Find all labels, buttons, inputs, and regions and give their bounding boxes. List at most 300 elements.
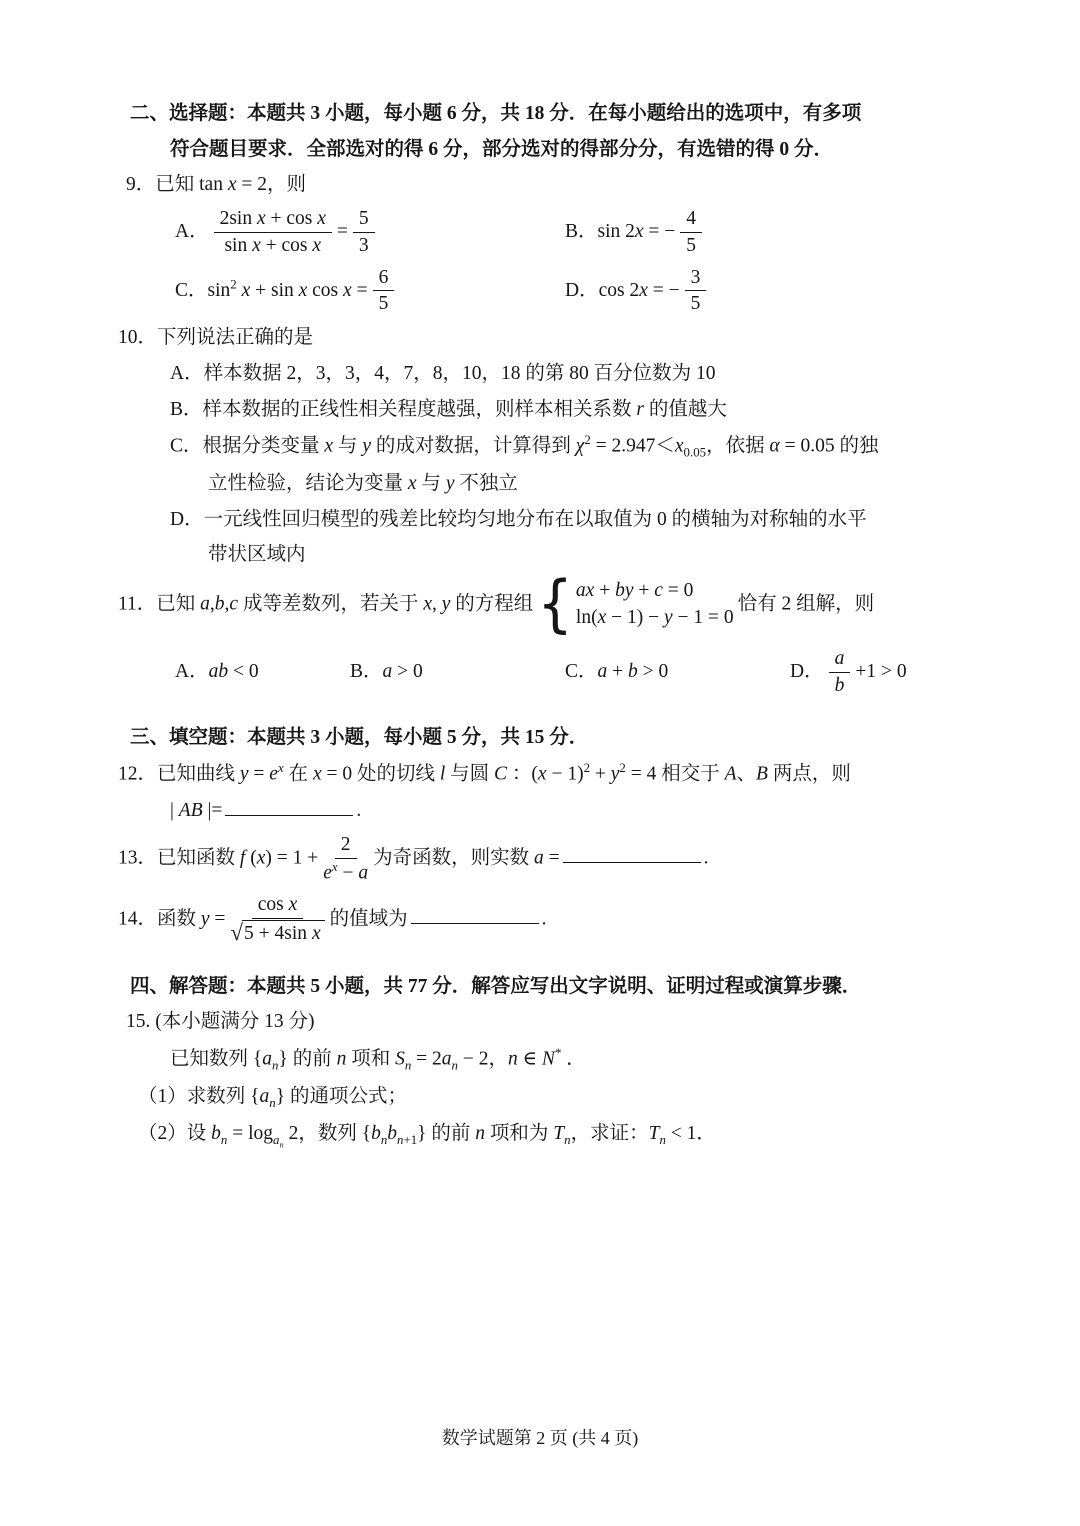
text-run: 的方程组 <box>450 593 534 615</box>
fraction <box>829 647 851 698</box>
text-run: + <box>633 580 655 602</box>
math-italic <box>179 800 203 821</box>
text-run: ab <box>208 661 229 683</box>
text-run: A． <box>175 220 209 242</box>
math-italic <box>649 1123 660 1144</box>
question-11-options-row <box>118 647 970 698</box>
text-run: 3 <box>358 234 369 256</box>
text-run: a <box>200 593 210 615</box>
fraction-numerator <box>680 207 702 233</box>
question-11-stem <box>118 568 970 641</box>
text-run: . <box>541 908 547 930</box>
text-run: c <box>654 580 663 602</box>
equations-column <box>576 579 734 631</box>
text-run: B．sin 2 <box>565 220 635 242</box>
text-run: 四、解答题：本题共 5 小题，共 77 分．解答应写出文字说明、证明过程或演算步骤． <box>130 975 862 997</box>
math-italic <box>756 764 768 785</box>
text-run: n <box>380 1132 388 1147</box>
fraction-denominator <box>230 919 324 947</box>
text-run: = 4 相交于 <box>625 763 725 785</box>
text-run: B．样本数据的正线性相关程度越强，则样本相关系数 <box>170 398 637 420</box>
text-run: } <box>417 1122 432 1144</box>
text-run: 的前 <box>431 1122 476 1144</box>
fraction-numerator <box>335 833 357 859</box>
text-run: − 2， <box>457 1048 508 1070</box>
text-run: n <box>269 1095 276 1110</box>
text-run: 的成对数据，计算得到 <box>370 435 576 457</box>
text-run: y <box>664 607 673 629</box>
text-run: } <box>278 1048 293 1070</box>
question-9-option-d <box>565 266 711 317</box>
math-italic <box>542 1048 555 1069</box>
text-run: | <box>170 800 179 822</box>
fraction-numerator <box>252 893 304 919</box>
text-run: n <box>507 1048 518 1070</box>
math-italic <box>257 208 266 229</box>
text-run: a <box>259 1085 270 1107</box>
math-italic <box>635 221 644 242</box>
math-italic <box>628 661 638 682</box>
text-run: 两点，则 <box>767 763 851 785</box>
math-italic <box>312 923 321 944</box>
text-run: 的通项公式； <box>289 1085 407 1107</box>
answer-blank <box>225 796 353 816</box>
text-run: S <box>395 1048 405 1070</box>
text-run: a <box>273 1132 280 1147</box>
question-9-options-row2 <box>118 266 970 317</box>
question-10-option-a <box>118 360 970 388</box>
math-italic <box>387 1123 397 1144</box>
math-italic <box>240 764 249 785</box>
math-italic <box>576 580 594 601</box>
text-run: 9．已知 tan <box>126 174 228 196</box>
text-run: = 0.05 的独 <box>779 435 879 457</box>
text-run: by <box>615 580 634 602</box>
question-12-line2 <box>118 796 970 825</box>
text-run: B <box>756 763 768 785</box>
text-run: +1 > 0 <box>855 660 907 682</box>
text-run: 14．函数 <box>118 908 201 930</box>
text-run: 2 <box>583 761 591 776</box>
math-italic <box>201 908 210 929</box>
text-run: x <box>241 279 251 301</box>
superscript <box>230 277 236 291</box>
text-run: 0.05 <box>683 445 707 460</box>
math-italic <box>615 580 633 601</box>
math-italic <box>664 607 673 628</box>
math-italic <box>725 764 737 785</box>
question-11-option-d <box>790 647 907 698</box>
text-run: 与 <box>333 435 363 457</box>
math-italic <box>383 661 393 682</box>
text-run: a <box>262 1048 273 1070</box>
text-run: 项和 <box>346 1048 396 1070</box>
fraction <box>323 833 368 885</box>
text-run: 已知数列 <box>170 1048 249 1070</box>
text-run: 13．已知函数 <box>118 847 240 869</box>
text-run: = <box>351 279 368 301</box>
fraction-denominator <box>835 673 845 698</box>
text-run: N <box>541 1048 555 1070</box>
text-run: x <box>331 859 338 874</box>
question-9-options-row1 <box>118 207 970 258</box>
math-italic <box>508 1048 518 1069</box>
text-run: 的值越大 <box>643 398 727 420</box>
text-run: ( <box>245 847 257 869</box>
equation-system <box>537 568 734 641</box>
equation-row <box>576 606 734 630</box>
math-italic <box>538 764 547 785</box>
text-run: B． <box>350 661 383 683</box>
math-italic <box>598 661 608 682</box>
math-italic <box>598 607 607 628</box>
fraction <box>230 893 324 947</box>
text-run: n <box>279 1139 284 1150</box>
question-9-option-b <box>565 207 707 258</box>
question-9-stem <box>118 171 970 199</box>
text-run: = 0 <box>662 580 694 602</box>
subscript <box>397 1133 417 1147</box>
text-run: b <box>387 1122 398 1144</box>
text-run: 2 <box>584 433 591 448</box>
text-run: > 0 <box>637 661 669 683</box>
text-run: e <box>323 862 332 884</box>
fraction-numerator <box>829 647 851 673</box>
text-run: cos <box>307 279 344 301</box>
math-italic <box>317 208 326 229</box>
text-run: 15. (本小题满分 13 分) <box>126 1011 315 1033</box>
text-run: { <box>356 1122 372 1144</box>
text-run: = − <box>643 220 676 242</box>
text-run: 6 <box>378 266 389 288</box>
text-run: b <box>211 1122 221 1144</box>
question-15-header <box>118 1008 970 1036</box>
text-run: = 2.947＜ <box>590 435 675 457</box>
text-run: x <box>597 607 607 629</box>
text-run: 2，数列 <box>283 1122 357 1144</box>
math-italic <box>323 862 332 883</box>
text-run: 5 <box>358 208 369 230</box>
text-run: 二、选择题：本题共 3 小题，每小题 6 分，共 18 分．在每小题给出的选项中，有多项 <box>130 103 862 124</box>
math-italic <box>269 764 278 785</box>
text-run: 5 <box>686 234 697 256</box>
text-run: ，依据 <box>706 435 770 457</box>
math-italic <box>324 436 333 457</box>
text-run: y <box>239 763 249 785</box>
text-run: x <box>311 922 321 944</box>
text-run: + <box>607 661 629 683</box>
text-run: 10．下列说法正确的是 <box>118 327 314 349</box>
answer-blank <box>411 904 539 924</box>
text-run: = 2，则 <box>236 174 306 196</box>
text-run: − 1 = 0 <box>672 607 734 629</box>
text-run: = <box>248 763 270 785</box>
math-italic <box>215 593 225 614</box>
text-run: f <box>239 847 246 869</box>
text-run: n <box>220 1132 228 1147</box>
text-run: + cos <box>260 234 313 256</box>
text-run: , <box>431 593 442 615</box>
text-run: a <box>441 1048 452 1070</box>
math-italic <box>262 1048 272 1069</box>
text-run: 带状区域内 <box>208 544 306 566</box>
text-run: A． <box>175 661 209 683</box>
text-run: 符合题目要求．全部选对的得 6 分，部分选对的得部分分，有选错的得 0 分． <box>170 138 834 160</box>
fraction-denominator <box>691 291 701 316</box>
section3-heading <box>118 724 970 752</box>
fraction-denominator <box>379 291 389 316</box>
page-footer: 数学试题第 2 页 (共 4 页) <box>441 1428 639 1448</box>
text-run: 2 <box>619 761 626 776</box>
text-run: C．sin <box>175 279 231 301</box>
text-run: D．cos 2 <box>565 279 640 301</box>
text-run: b <box>371 1122 381 1144</box>
text-run: 2 <box>340 833 351 855</box>
text-run: n <box>451 1058 458 1073</box>
math-italic <box>553 1123 564 1144</box>
question-11-option-a <box>175 658 350 686</box>
math-italic <box>494 764 507 785</box>
math-italic <box>475 1123 485 1144</box>
text-run: 成等差数列，若关于 <box>238 593 424 615</box>
text-run: + <box>590 763 611 785</box>
answer-blank <box>563 844 701 864</box>
question-13-line <box>118 833 970 885</box>
text-run: ∈ <box>517 1048 542 1070</box>
text-run: C．根据分类变量 <box>170 435 325 457</box>
text-run: x <box>537 763 547 785</box>
text-run: 2 <box>230 276 237 291</box>
math-italic <box>312 235 321 256</box>
question-12-line1 <box>118 759 970 788</box>
fraction <box>680 207 702 258</box>
text-run: D．一元线性回归模型的残差比较均匀地分布在以取值为 0 的横轴为对称轴的水平 <box>170 508 867 530</box>
text-run: a <box>358 862 369 884</box>
text-run: x <box>634 220 644 242</box>
text-run: 11．已知 <box>118 593 201 615</box>
question-15-given <box>118 1044 970 1075</box>
text-run: = log <box>227 1122 273 1144</box>
math-italic <box>229 593 238 614</box>
subscript <box>273 1132 284 1150</box>
text-run: n <box>475 1122 486 1144</box>
text-run: = 2 <box>411 1048 442 1070</box>
text-run: n <box>397 1132 404 1147</box>
fraction-numerator <box>353 207 375 233</box>
text-run: e <box>269 763 278 785</box>
question-11-option-c <box>565 658 790 686</box>
text-run: AB <box>178 800 203 822</box>
math-italic <box>211 1123 221 1144</box>
math-italic <box>675 436 684 457</box>
text-run: y <box>441 593 451 615</box>
text-run: x <box>256 847 266 869</box>
text-run: ，求证： <box>570 1122 649 1144</box>
math-italic <box>636 399 644 420</box>
math-italic <box>299 279 308 300</box>
text-run: ：( <box>507 763 538 785</box>
text-run: x <box>298 279 308 301</box>
question-10-option-d-line2 <box>118 541 970 569</box>
text-run: 、 <box>736 763 757 785</box>
text-run: x <box>312 234 322 256</box>
fraction-denominator <box>359 233 369 258</box>
radical-symbol: √ <box>230 918 244 945</box>
math-italic <box>835 675 845 696</box>
math-italic <box>200 593 210 614</box>
text-run: x <box>674 435 684 457</box>
math-italic <box>358 862 368 883</box>
text-run: y <box>200 908 210 930</box>
fraction-denominator <box>686 233 696 258</box>
text-run: x <box>343 279 352 301</box>
text-run: , <box>224 593 230 615</box>
question-10-option-c-line2 <box>118 470 970 498</box>
math-italic <box>362 436 371 457</box>
fraction-denominator <box>323 859 368 885</box>
text-run: x <box>227 174 237 196</box>
subscript <box>684 446 707 460</box>
math-italic <box>442 1048 452 1069</box>
math-italic <box>654 580 663 601</box>
math-italic <box>395 1048 405 1069</box>
text-run: x <box>407 472 417 494</box>
text-run: r <box>636 398 644 420</box>
text-run: 4 <box>686 208 697 230</box>
text-run: = 0 处的切线 <box>321 763 440 785</box>
text-run: y <box>610 763 620 785</box>
text-run: n <box>564 1132 571 1147</box>
text-run: + sin <box>250 279 299 301</box>
text-run: x <box>256 208 266 230</box>
text-run: { <box>248 1048 263 1070</box>
fraction <box>353 207 375 258</box>
text-run: b <box>214 593 225 615</box>
text-run: x <box>277 761 284 776</box>
text-run: x <box>324 435 334 457</box>
text-run: > 0 <box>392 661 423 683</box>
question-10-stem <box>118 324 970 352</box>
text-run: { <box>245 1085 260 1107</box>
text-run: 的值域为 <box>329 908 408 930</box>
text-run: T <box>648 1122 660 1144</box>
text-run: 12．已知曲线 <box>118 763 240 785</box>
question-10-option-c-line1 <box>118 431 970 462</box>
math-italic <box>260 1086 270 1107</box>
text-run: x <box>423 593 432 615</box>
text-run: = − <box>647 279 680 301</box>
equation-row <box>576 579 734 603</box>
text-run: A．样本数据 2，3，3，4，7，8，10，18 的第 80 百分位数为 10 <box>170 362 716 384</box>
fraction-numerator <box>214 207 332 233</box>
text-run: − 1) <box>546 763 584 785</box>
text-run: < 1． <box>665 1122 716 1144</box>
text-run: , <box>209 593 215 615</box>
text-run: |= <box>202 800 223 822</box>
text-run: + cos <box>265 208 318 230</box>
math-italic <box>769 436 779 457</box>
text-run: a <box>382 661 393 683</box>
math-italic <box>252 235 261 256</box>
math-italic <box>289 894 298 915</box>
section2-heading-line1 <box>118 100 970 128</box>
text-run: C． <box>565 661 598 683</box>
left-brace-icon: { <box>537 568 573 641</box>
text-run: x <box>252 234 261 256</box>
fraction <box>214 207 332 258</box>
text-run: sin <box>224 234 253 256</box>
math-italic <box>343 279 352 300</box>
question-15-part1 <box>118 1083 970 1112</box>
math-italic <box>313 764 322 785</box>
radical <box>230 920 324 946</box>
fraction-denominator <box>224 233 321 258</box>
text-run: 与圆 <box>445 763 495 785</box>
question-9-option-c <box>175 266 565 317</box>
text-run: T <box>553 1122 565 1144</box>
math-italic <box>423 593 432 614</box>
text-run: cos <box>257 894 289 916</box>
text-run: 恰有 2 组解，则 <box>737 593 875 615</box>
fraction <box>373 266 395 317</box>
text-run: C <box>494 763 508 785</box>
text-run: χ <box>575 435 585 457</box>
question-14-line <box>118 893 970 947</box>
text-run: 3 <box>690 266 701 288</box>
text-run: * <box>554 1045 562 1060</box>
text-run: （1）求数列 <box>138 1085 246 1107</box>
text-run: （2）设 <box>138 1122 212 1144</box>
text-run: } <box>275 1085 290 1107</box>
text-run: ax <box>575 580 595 602</box>
text-run: n <box>336 1048 347 1070</box>
text-run: x <box>312 763 322 785</box>
text-run: l <box>439 763 446 785</box>
text-run: c <box>229 593 239 615</box>
page-content <box>118 92 970 1158</box>
text-run: . <box>703 847 709 869</box>
text-run: x <box>317 208 326 230</box>
math-italic <box>242 279 251 300</box>
text-run: 5 <box>690 293 701 315</box>
radicand <box>242 920 325 946</box>
question-9-option-a <box>175 207 565 258</box>
text-run: 5 + 4sin <box>244 922 312 944</box>
text-run: 与 <box>416 472 446 494</box>
text-run: 5 <box>378 293 389 315</box>
math-italic <box>639 279 648 300</box>
math-italic <box>371 1123 381 1144</box>
text-run: 2sin <box>219 208 257 230</box>
question-10-option-b <box>118 396 970 424</box>
text-run: b <box>834 674 845 696</box>
math-italic <box>337 1048 347 1069</box>
text-run: a <box>834 647 845 669</box>
text-run: 在 <box>283 763 313 785</box>
text-run: < 0 <box>228 661 259 683</box>
question-10-option-d-line1 <box>118 506 970 534</box>
fraction-numerator <box>373 266 395 292</box>
text-run: − 1) − <box>606 607 664 629</box>
text-run: . <box>356 800 362 822</box>
fraction-numerator <box>685 266 707 292</box>
math-italic <box>209 661 229 682</box>
text-run: − <box>337 862 359 884</box>
text-run: A <box>724 763 737 785</box>
text-run: 项和为 <box>485 1122 554 1144</box>
math-italic <box>408 473 417 494</box>
text-run: y <box>445 472 455 494</box>
